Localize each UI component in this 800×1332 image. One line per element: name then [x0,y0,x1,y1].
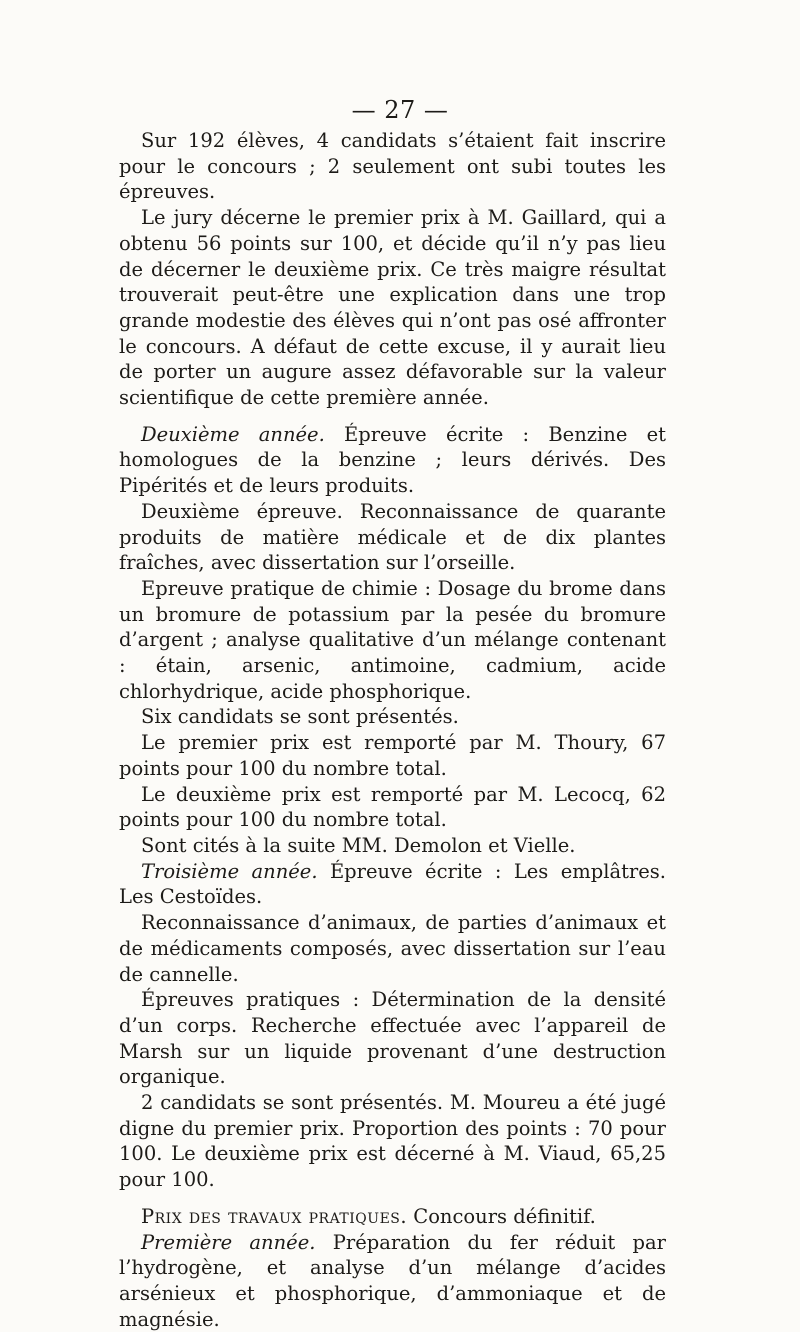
paragraph: Sont cités à la suite MM. Demolon et Vielle. [141,833,576,857]
paragraph: Deuxième épreuve. Reconnaissance de quarante produits de matière médicale et de dix plantes fraîches, avec dissertation sur l’orseille. [119,499,666,575]
paragraph-prix-travaux [119,1204,666,1230]
section-heading: Prix des travaux pratiques. [141,1204,408,1228]
paragraph: Epreuve pratique de chimie : Dosage du brome dans un bromure de potassium par la pesée du bromure d’argent ; analyse qualitative d’un mélange contenant : étain, arsenic, antimoine, cadmium, acide chlorhydrique, acide phosphorique. [119,576,666,703]
paragraph-text: Concours définitif. [407,1204,596,1228]
paragraph-deuxieme-annee [119,422,666,499]
paragraph-text: Épreuve écrite : Benzine et homologues de la benzine ; leurs dérivés. Des Pipérités et de leurs produits. [119,422,666,498]
page-number: — 27 — [351,96,449,124]
section-heading: Troisième année. [141,859,318,883]
paragraph: Le jury décerne le premier prix à M. Gaillard, qui a obtenu 56 points sur 100, et décide qu’il n’y pas lieu de décerner le deuxième prix. Ce très maigre résultat trouverait peut-être une explication dans une trop grande modestie des élèves qui n’ont pas osé affronter le concours. A défaut de cette excuse, il y aurait lieu de porter un augure assez défavorable sur la valeur scientifique de cette première année. [119,206,666,410]
paragraph: Le premier prix est remporté par M. Thoury, 67 points pour 100 du nombre total. [119,731,666,780]
paragraph: 2 candidats se sont présentés. M. Moureu a été jugé digne du premier prix. Proportion des points : 70 pour 100. Le deuxième prix est décerné à M. Viaud, 65,25 pour 100. [119,1091,666,1192]
section-heading: Première année. [141,1230,316,1254]
paragraph: Reconnaissance d’animaux, de parties d’animaux et de médicaments composés, avec dissertation sur l’eau de cannelle. [119,911,666,986]
paragraph-text: Épreuve écrite : Les emplâtres. Les Cestoïdes. [119,859,666,909]
section-heading: Deuxième année. [141,422,325,446]
paragraph: Sur 192 élèves, 4 candidats s’étaient fait inscrire pour le concours ; 2 seulement ont subi toutes les épreuves. [119,129,666,204]
paragraph-text: Préparation du fer réduit par l’hydrogène, et analyse d’un mélange d’acides arsénieux et phosphorique, d’ammoniaque et de magnésie. [119,1230,666,1331]
paragraph: Six candidats se sont présentés. [141,705,459,729]
paragraph-troisieme-annee [119,859,666,910]
paragraph: Épreuves pratiques : Détermination de la densité d’un corps. Recherche effectuée avec l’appareil de Marsh sur un liquide provenant d’une destruction organique. [119,988,666,1089]
paragraph: Le deuxième prix est remporté par M. Lecocq, 62 points pour 100 du nombre total. [119,782,666,832]
body-text [119,128,666,1332]
